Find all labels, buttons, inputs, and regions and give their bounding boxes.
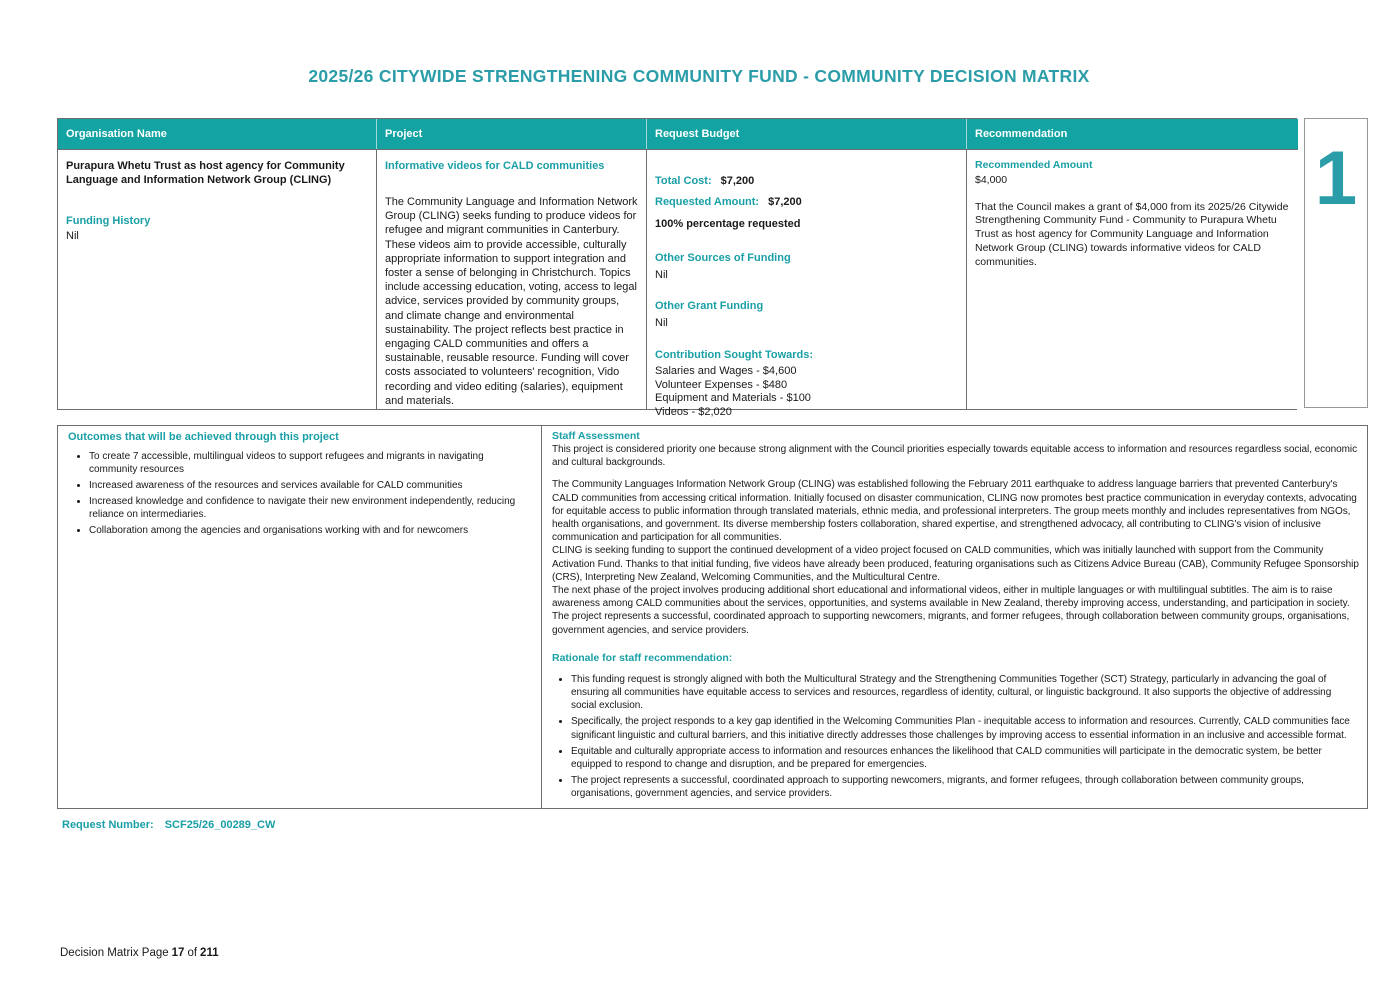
priority-rank-box	[1304, 118, 1368, 408]
contribution-lines	[655, 365, 958, 419]
header-recommendation: Recommendation	[966, 119, 1298, 149]
organisation-name: Purapura Whetu Trust as host agency for Community Language and Information Network Group (CLING)	[66, 160, 345, 186]
project-cell	[376, 149, 646, 409]
outcome-item: • Increased awareness of the resources and services available for CALD communities	[89, 479, 531, 492]
footer-page-number: 17	[171, 947, 185, 959]
footer-total-pages: 211	[200, 947, 219, 959]
total-cost-row	[655, 174, 958, 188]
funding-history-value: Nil	[66, 230, 79, 242]
priority-rank-number: 1	[1314, 136, 1358, 221]
rationale-item: • This funding request is strongly aligned with both the Multicultural Strategy and the Strengthening Communities Together (SCT) Strategy, particularly in advancing the goal of ensuring all communities have equitable access to services and resources, regardless of identity, cultural, or linguistic background. It also supports the objective of addressing social exclusion.	[571, 673, 1359, 713]
recommendation-text: That the Council makes a grant of $4,000 from its 2025/26 Citywide Strengthening Community Fund - Community to Purapura Whetu Trust as host agency for Community Language and Information Network Group (CLING) towards informative videos for CALD communities.	[975, 200, 1289, 268]
recommended-amount-value: $4,000	[975, 173, 1008, 186]
outcomes-list	[68, 450, 531, 537]
footer-of: of	[187, 947, 198, 959]
rationale-item: • Equitable and culturally appropriate access to information and resources enhances the likelihood that CALD communities will participate in the democratic system, be better equipped to respond to change and disruption, and be prepared for emergencies.	[571, 745, 1359, 771]
other-sources-value: Nil	[655, 269, 668, 281]
percentage-requested: 100% percentage requested	[655, 218, 801, 230]
outcome-item: • Collaboration among the agencies and organisations working with and for newcomers	[89, 524, 531, 537]
outcome-item: • Increased knowledge and confidence to navigate their new environment independently, reducing reliance on intermediaries.	[89, 495, 531, 521]
outcome-item: • To create 7 accessible, multilingual videos to support refugees and migrants in navigating community resources	[89, 450, 531, 476]
requested-amount-value: $7,200	[768, 196, 802, 208]
project-description: The Community Language and Information Network Group (CLING) seeks funding to produce videos for refugee and migrant communities in Canterbury. These videos aim to provide accessible, culturally appropriate information to support integration and foster a sense of belonging in Christchurch. Topics include accessing education, voting, access to legal advice, services provided by community groups, and climate change and environmental sustainability. The project reflects best practice in engaging CALD communities and offers a sustainable, reusable resource. Funding will cover costs associated to volunteers' recognition, Vido recording and video editing (salaries), equipment and materials.	[385, 196, 638, 407]
request-number-label: Request Number:	[62, 819, 154, 831]
staff-assessment-heading: Staff Assessment	[552, 430, 640, 442]
outcomes-heading: Outcomes that will be achieved through this project	[68, 431, 339, 443]
total-cost-value: $7,200	[720, 175, 755, 187]
rationale-heading: Rationale for staff recommendation:	[552, 651, 733, 664]
outcomes-cell	[58, 426, 541, 808]
header-organisation-name: Organisation Name	[58, 119, 376, 149]
page-title: 2025/26 CITYWIDE STRENGTHENING COMMUNITY FUND - COMMUNITY DECISION MATRIX	[308, 66, 1090, 86]
staff-assessment-paragraph: The project represents a successful, coordinated approach to supporting newcomers, migrants, and former refugees, through collaboration between community groups, organisations, government agencies, and service providers.	[552, 611, 1350, 636]
staff-assessment-cell	[541, 426, 1369, 808]
request-budget-cell	[646, 149, 966, 418]
header-project: Project	[376, 119, 646, 149]
request-number-value: SCF25/26_00289_CW	[164, 819, 276, 831]
other-grant-value: Nil	[655, 317, 668, 329]
footer-prefix: Decision Matrix Page	[60, 947, 169, 959]
recommended-amount-label: Recommended Amount	[975, 159, 1093, 171]
contribution-sought-label: Contribution Sought Towards:	[655, 349, 814, 361]
contribution-line: Volunteer Expenses - $480	[655, 378, 788, 391]
staff-assessment-paragraph: CLING is seeking funding to support the continued development of a video project focused on CALD communities, which was initially launched with support from the Community Activation Fund. Thanks to that initial funding, five videos have already been produced, featuring organisations such as Citizens Advice Bureau (CAB), Community Refugee Sponsorship (CRS), Interpreting New Zealand, Welcoming Communities, and the Multicultural Centre.	[552, 545, 1359, 583]
requested-amount-row	[655, 195, 958, 209]
contribution-line: Salaries and Wages - $4,600	[655, 365, 797, 377]
contribution-line: Videos - $2,020	[655, 405, 732, 418]
staff-assessment-paragraph: The Community Languages Information Network Group (CLING) was established following the February 2011 earthquake to address language barriers that prevented Canterbury's CALD communities from accessing critical information. Initially focused on disaster communication, CLING now promotes best practice communication in everyday contexts, advocating for equitable access to public information through translated materials, ethnic media, and professional interpreters. The group meets monthly and includes representatives from NGOs, health organisations, and government. Its diverse membership fosters collaboration, shared expertise, and strengthened advocacy, all contributing to CLING's vision of inclusive communication and participation for all communities.	[552, 479, 1357, 544]
staff-assessment-intro: This project is considered priority one because strong alignment with the Council priorities especially towards equitable access to information and resources regardless social, economic and cultural backgrounds.	[552, 444, 1358, 469]
decision-matrix-table	[57, 118, 1297, 418]
other-grant-label: Other Grant Funding	[655, 300, 764, 312]
header-request-budget: Request Budget	[646, 119, 966, 149]
rationale-list	[552, 673, 1359, 801]
requested-amount-label: Requested Amount:	[655, 196, 760, 208]
page-footer	[60, 947, 222, 959]
other-sources-label: Other Sources of Funding	[655, 252, 791, 264]
request-number	[62, 819, 275, 831]
funding-history-label: Funding History	[66, 215, 151, 227]
rationale-item: • The project represents a successful, coordinated approach to supporting newcomers, migrants, and former refugees, through collaboration between community groups, organisations, government agencies, and service providers.	[571, 774, 1359, 800]
rationale-item: • Specifically, the project responds to a key gap identified in the Welcoming Communities Plan - inequitable access to information and resources. Currently, CALD communities face significant linguistic and cultural barriers, and this initiative directly addresses those challenges by improving access to essential information in an inclusive and accessible format.	[571, 715, 1359, 741]
organisation-cell	[58, 149, 376, 409]
staff-assessment-paragraph: The next phase of the project involves producing additional short educational and informational videos, either in multiple languages or with multilingual subtitles. The aim is to raise awareness among CALD communities about the services, opportunities, and systems available in New Zealand, thereby improving access, understanding, and participation in society.	[552, 585, 1350, 610]
recommendation-cell	[966, 149, 1298, 409]
assessment-table	[57, 425, 1368, 809]
contribution-line: Equipment and Materials - $100	[655, 392, 811, 404]
total-cost-label: Total Cost:	[655, 175, 712, 187]
project-title: Informative videos for CALD communities	[385, 160, 605, 172]
